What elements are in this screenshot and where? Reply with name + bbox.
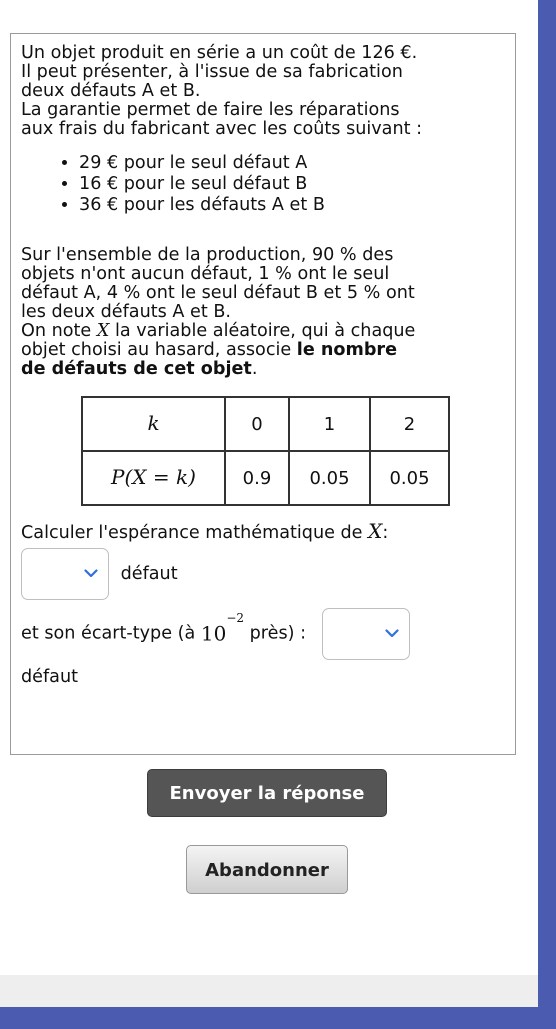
p-label: P(X = k) bbox=[111, 465, 196, 489]
table-cell: 1 bbox=[289, 397, 370, 451]
table-cell: 0.05 bbox=[289, 451, 370, 505]
question-text: : bbox=[382, 523, 389, 543]
table-row bbox=[82, 397, 449, 451]
std-exponent: −2 bbox=[226, 611, 245, 626]
emphasis-text: le nombre bbox=[296, 340, 398, 360]
production-text bbox=[21, 246, 515, 379]
std-answer-row bbox=[21, 608, 515, 662]
intro-line: Il peut présenter, à l'issue de sa fabrication bbox=[21, 62, 403, 82]
emphasis-text: de défauts de cet objet bbox=[21, 359, 252, 379]
table-cell: 0 bbox=[225, 397, 289, 451]
production-line: défaut A, 4 % ont le seul défaut B et 5 % ont bbox=[21, 283, 415, 303]
table-header-p bbox=[82, 451, 225, 505]
production-line: la variable aléatoire, qui à chaque bbox=[109, 321, 416, 341]
question-text: près) : bbox=[244, 623, 307, 644]
production-line: objet choisi au hasard, associe bbox=[21, 340, 297, 360]
variable-x: X bbox=[96, 321, 110, 341]
k-label: k bbox=[147, 411, 160, 435]
exercise-box bbox=[10, 33, 516, 755]
mean-question bbox=[21, 521, 515, 543]
mean-select[interactable] bbox=[21, 548, 109, 600]
mean-unit: défaut bbox=[120, 563, 178, 584]
chevron-down-icon bbox=[84, 569, 98, 578]
production-line: les deux défauts A et B. bbox=[21, 302, 231, 322]
table-cell: 0.05 bbox=[370, 451, 449, 505]
question-text: Calculer l'espérance mathématique de bbox=[21, 523, 369, 543]
intro-text bbox=[21, 44, 515, 139]
intro-line: deux défauts A et B. bbox=[21, 81, 201, 101]
mean-answer-row bbox=[21, 548, 515, 601]
production-line: On note bbox=[21, 321, 97, 341]
cost-list bbox=[21, 153, 515, 216]
table-cell: 2 bbox=[370, 397, 449, 451]
footer-bar bbox=[0, 975, 538, 1007]
intro-line: La garantie permet de faire les réparations bbox=[21, 100, 400, 120]
production-line: Sur l'ensemble de la production, 90 % des bbox=[21, 245, 394, 265]
variable-x: X bbox=[368, 519, 383, 543]
production-line: objets n'ont aucun défaut, 1 % ont le seul bbox=[21, 264, 390, 284]
send-answer-button[interactable]: Envoyer la réponse bbox=[147, 769, 387, 817]
table-header-k bbox=[82, 397, 225, 451]
intro-line: Un objet produit en série a un coût de 126 €. bbox=[21, 43, 418, 63]
production-line: . bbox=[251, 359, 258, 379]
chevron-down-icon bbox=[385, 629, 399, 638]
table-cell: 0.9 bbox=[225, 451, 289, 505]
std-base: 10 bbox=[200, 621, 227, 646]
abandon-button[interactable]: Abandonner bbox=[186, 845, 348, 894]
std-unit: défaut bbox=[21, 667, 79, 687]
probability-table bbox=[81, 396, 450, 506]
table-row bbox=[82, 451, 449, 505]
cost-item: • 29 € pour le seul défaut A bbox=[79, 153, 515, 174]
cost-item: • 36 € pour les défauts A et B bbox=[79, 195, 515, 216]
question-text: et son écart-type (à bbox=[21, 623, 201, 644]
intro-line: aux frais du fabricant avec les coûts suivant : bbox=[21, 119, 423, 139]
cost-item: • 16 € pour le seul défaut B bbox=[79, 174, 515, 195]
std-select[interactable] bbox=[322, 608, 410, 660]
